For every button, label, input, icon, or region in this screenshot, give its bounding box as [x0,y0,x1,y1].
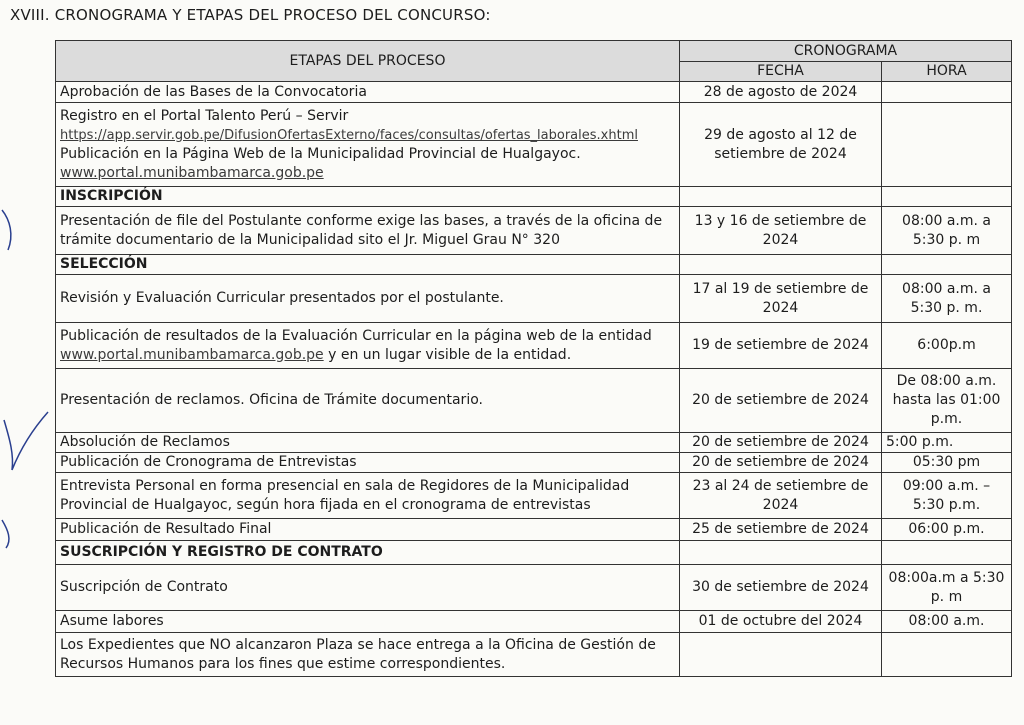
fecha-cell: 01 de octubre del 2024 [680,611,882,633]
etapa-cell: Presentación de file del Postulante conforme exige las bases, a través de la oficina de trámite documentario de la Municipalidad sito el Jr. Miguel Grau N° 320 [56,207,680,255]
fecha-cell: 19 de setiembre de 2024 [680,323,882,369]
fecha-cell: 29 de agosto al 12 de setiembre de 2024 [680,103,882,187]
table-row [56,103,1012,187]
fecha-cell: 25 de setiembre de 2024 [680,519,882,541]
table-row [56,611,1012,633]
hora-cell: 08:00 a.m. [882,611,1012,633]
table-row [56,565,1012,611]
fecha-cell: 17 al 19 de setiembre de 2024 [680,275,882,323]
section-row [56,255,1012,275]
fecha-cell: 28 de agosto de 2024 [680,82,882,103]
fecha-cell [680,541,882,565]
fecha-cell [680,187,882,207]
etapa-cell [56,323,680,369]
section-title: XVIII. CRONOGRAMA Y ETAPAS DEL PROCESO DEL CONCURSO: [10,6,491,24]
handwritten-mark [0,0,60,725]
hora-cell: 5:00 p.m. [882,433,1012,453]
section-label: SELECCIÓN [56,255,680,275]
hora-cell: De 08:00 a.m. hasta las 01:00 p.m. [882,369,1012,433]
etapa-cell: Revisión y Evaluación Curricular presentados por el postulante. [56,275,680,323]
fecha-cell: 20 de setiembre de 2024 [680,369,882,433]
fecha-cell: 20 de setiembre de 2024 [680,453,882,473]
hora-cell [882,82,1012,103]
etapa-cell: Asume labores [56,611,680,633]
header-fecha: FECHA [680,62,882,82]
hora-cell [882,187,1012,207]
portal-link[interactable]: www.portal.munibambamarca.gob.pe [60,164,324,181]
table-row [56,82,1012,103]
table-row [56,369,1012,433]
etapa-line: Publicación en la Página Web de la Municipalidad Provincial de Hualgayoc. [60,145,581,162]
header-cronograma: CRONOGRAMA [680,41,1012,62]
etapa-line: Registro en el Portal Talento Perú – Servir [60,107,349,124]
hora-cell: 06:00 p.m. [882,519,1012,541]
table-row [56,519,1012,541]
hora-cell [882,633,1012,677]
etapa-text: y en un lugar visible de la entidad. [323,346,572,363]
section-row [56,541,1012,565]
etapa-cell: Entrevista Personal en forma presencial en sala de Regidores de la Municipalidad Provincial de Hualgayoc, según hora fijada en el cronograma de entrevistas [56,473,680,519]
fecha-cell [680,633,882,677]
etapa-text: Publicación de resultados de la Evaluación Curricular en la página web de la entidad [60,327,652,344]
header-hora: HORA [882,62,1012,82]
hora-cell [882,541,1012,565]
fecha-cell: 23 al 24 de setiembre de 2024 [680,473,882,519]
table-row [56,433,1012,453]
etapa-cell: Los Expedientes que NO alcanzaron Plaza se hace entrega a la Oficina de Gestión de Recursos Humanos para los fines que estime correspondientes. [56,633,680,677]
hora-cell: 08:00 a.m. a 5:30 p. m. [882,275,1012,323]
servir-link[interactable]: https://app.servir.gob.pe/DifusionOfertasExterno/faces/consultas/ofertas_laborales.xhtml [60,127,638,143]
schedule-table [55,40,1012,677]
portal-link[interactable]: www.portal.munibambamarca.gob.pe [60,346,324,363]
table-row [56,473,1012,519]
hora-cell: 05:30 pm [882,453,1012,473]
fecha-cell: 20 de setiembre de 2024 [680,433,882,453]
hora-cell: 08:00a.m a 5:30 p. m [882,565,1012,611]
hora-cell: 08:00 a.m. a 5:30 p. m [882,207,1012,255]
table-row [56,207,1012,255]
etapa-cell [56,103,680,187]
hora-cell: 09:00 a.m. – 5:30 p.m. [882,473,1012,519]
section-label: INSCRIPCIÓN [56,187,680,207]
table-row [56,323,1012,369]
etapa-cell: Publicación de Cronograma de Entrevistas [56,453,680,473]
hora-cell [882,103,1012,187]
section-label: SUSCRIPCIÓN Y REGISTRO DE CONTRATO [56,541,680,565]
etapa-cell: Presentación de reclamos. Oficina de Trámite documentario. [56,369,680,433]
etapa-cell: Suscripción de Contrato [56,565,680,611]
fecha-cell [680,255,882,275]
hora-cell [882,255,1012,275]
section-row [56,187,1012,207]
fecha-cell: 30 de setiembre de 2024 [680,565,882,611]
table-row [56,453,1012,473]
header-etapas: ETAPAS DEL PROCESO [56,41,680,82]
fecha-cell: 13 y 16 de setiembre de 2024 [680,207,882,255]
etapa-cell: Absolución de Reclamos [56,433,680,453]
etapa-cell: Publicación de Resultado Final [56,519,680,541]
hora-cell: 6:00p.m [882,323,1012,369]
table-row [56,275,1012,323]
etapa-cell: Aprobación de las Bases de la Convocatoria [56,82,680,103]
table-row [56,633,1012,677]
